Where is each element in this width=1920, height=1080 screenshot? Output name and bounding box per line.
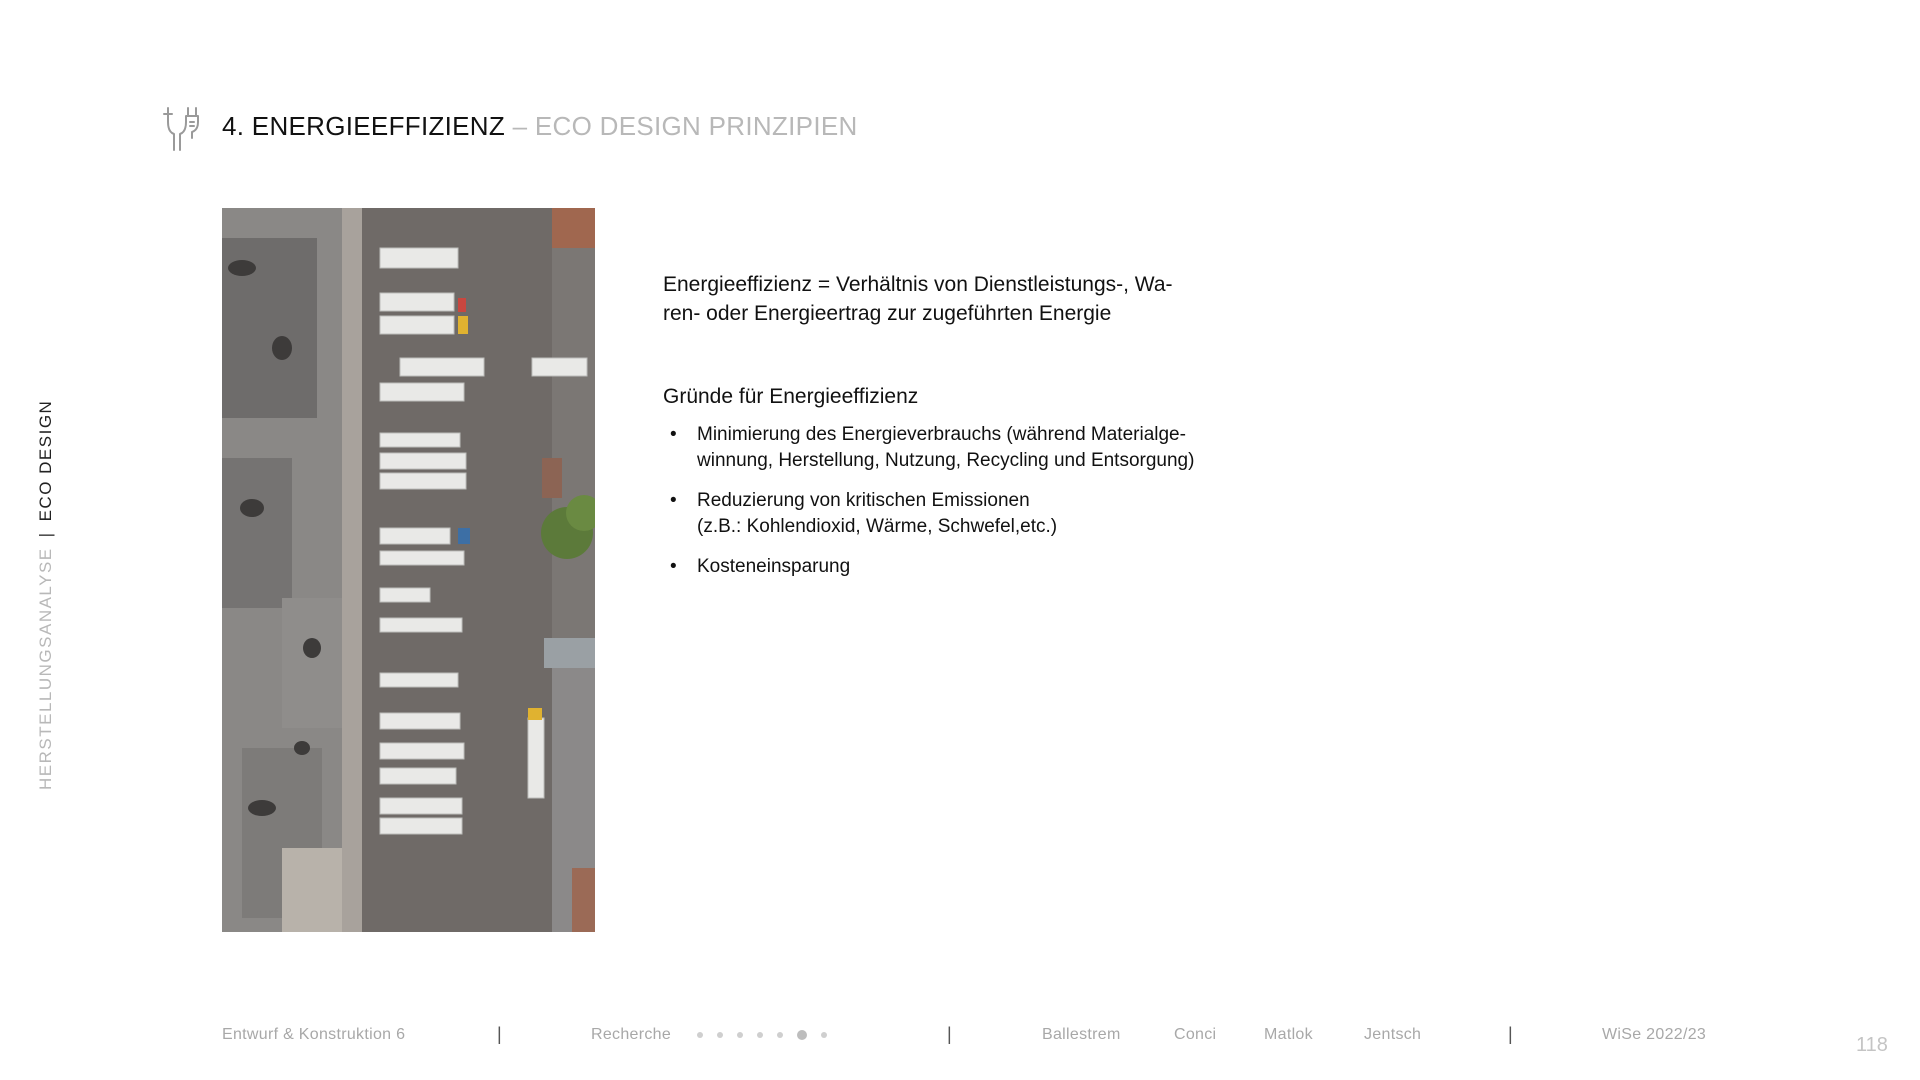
list-item-line: Kosteneinsparung	[697, 556, 851, 577]
progress-dot	[697, 1032, 703, 1038]
side-label-separator: |	[36, 531, 55, 538]
progress-dots	[697, 1030, 827, 1040]
plug-icon	[160, 104, 204, 154]
list-item	[663, 422, 1223, 474]
side-label-eco-design: ECO DESIGN	[36, 399, 55, 522]
list-item-line: winnung, Herstellung, Nutzung, Recycling und Entsorgung)	[697, 450, 1195, 471]
bullet-icon: •	[670, 556, 677, 577]
side-section-label	[36, 400, 56, 790]
footer-section: Recherche	[591, 1026, 672, 1043]
page-title	[222, 111, 858, 142]
bullet-icon: •	[670, 490, 677, 511]
list-item-line: Reduzierung von kritischen Emissionen	[697, 490, 1030, 511]
list-item	[663, 554, 1223, 580]
list-item	[663, 488, 1223, 540]
progress-dot	[717, 1032, 723, 1038]
definition-line: ren- oder Energieertrag zur zugeführten Energie	[663, 302, 1112, 325]
definition-text	[663, 270, 1223, 328]
footer-author: Jentsch	[1364, 1026, 1422, 1043]
page-title-main: 4. ENERGIEEFFIZIENZ	[222, 111, 506, 141]
footer-author: Matlok	[1264, 1026, 1313, 1043]
footer-separator: |	[1508, 1024, 1513, 1044]
footer-course: Entwurf & Konstruktion 6	[222, 1026, 406, 1043]
aerial-warehouse-photo	[222, 208, 595, 932]
footer-separator: |	[497, 1024, 502, 1044]
footer-semester: WiSe 2022/23	[1602, 1026, 1707, 1043]
progress-dot	[777, 1032, 783, 1038]
footer-author: Conci	[1174, 1026, 1217, 1043]
progress-dot	[737, 1032, 743, 1038]
list-item-line: Minimierung des Energieverbrauchs (während Materialge-	[697, 424, 1186, 445]
footer-separator: |	[947, 1024, 952, 1044]
progress-dot	[757, 1032, 763, 1038]
progress-dot-active	[797, 1030, 807, 1040]
bullet-icon: •	[670, 424, 677, 445]
page-number: 118	[1856, 1034, 1888, 1056]
footer-author: Ballestrem	[1042, 1026, 1121, 1043]
definition-line: Energieeffizienz = Verhältnis von Dienstleistungs-, Wa-	[663, 273, 1173, 296]
reasons-heading: Gründe für Energieeffizienz	[663, 385, 919, 408]
list-item-line: (z.B.: Kohlendioxid, Wärme, Schwefel,etc.)	[697, 516, 1058, 537]
side-label-analysis: HERSTELLUNGSANALYSE	[36, 547, 55, 790]
page-title-sub: – ECO DESIGN PRINZIPIEN	[505, 111, 858, 141]
reasons-list	[663, 422, 1223, 594]
progress-dot	[821, 1032, 827, 1038]
